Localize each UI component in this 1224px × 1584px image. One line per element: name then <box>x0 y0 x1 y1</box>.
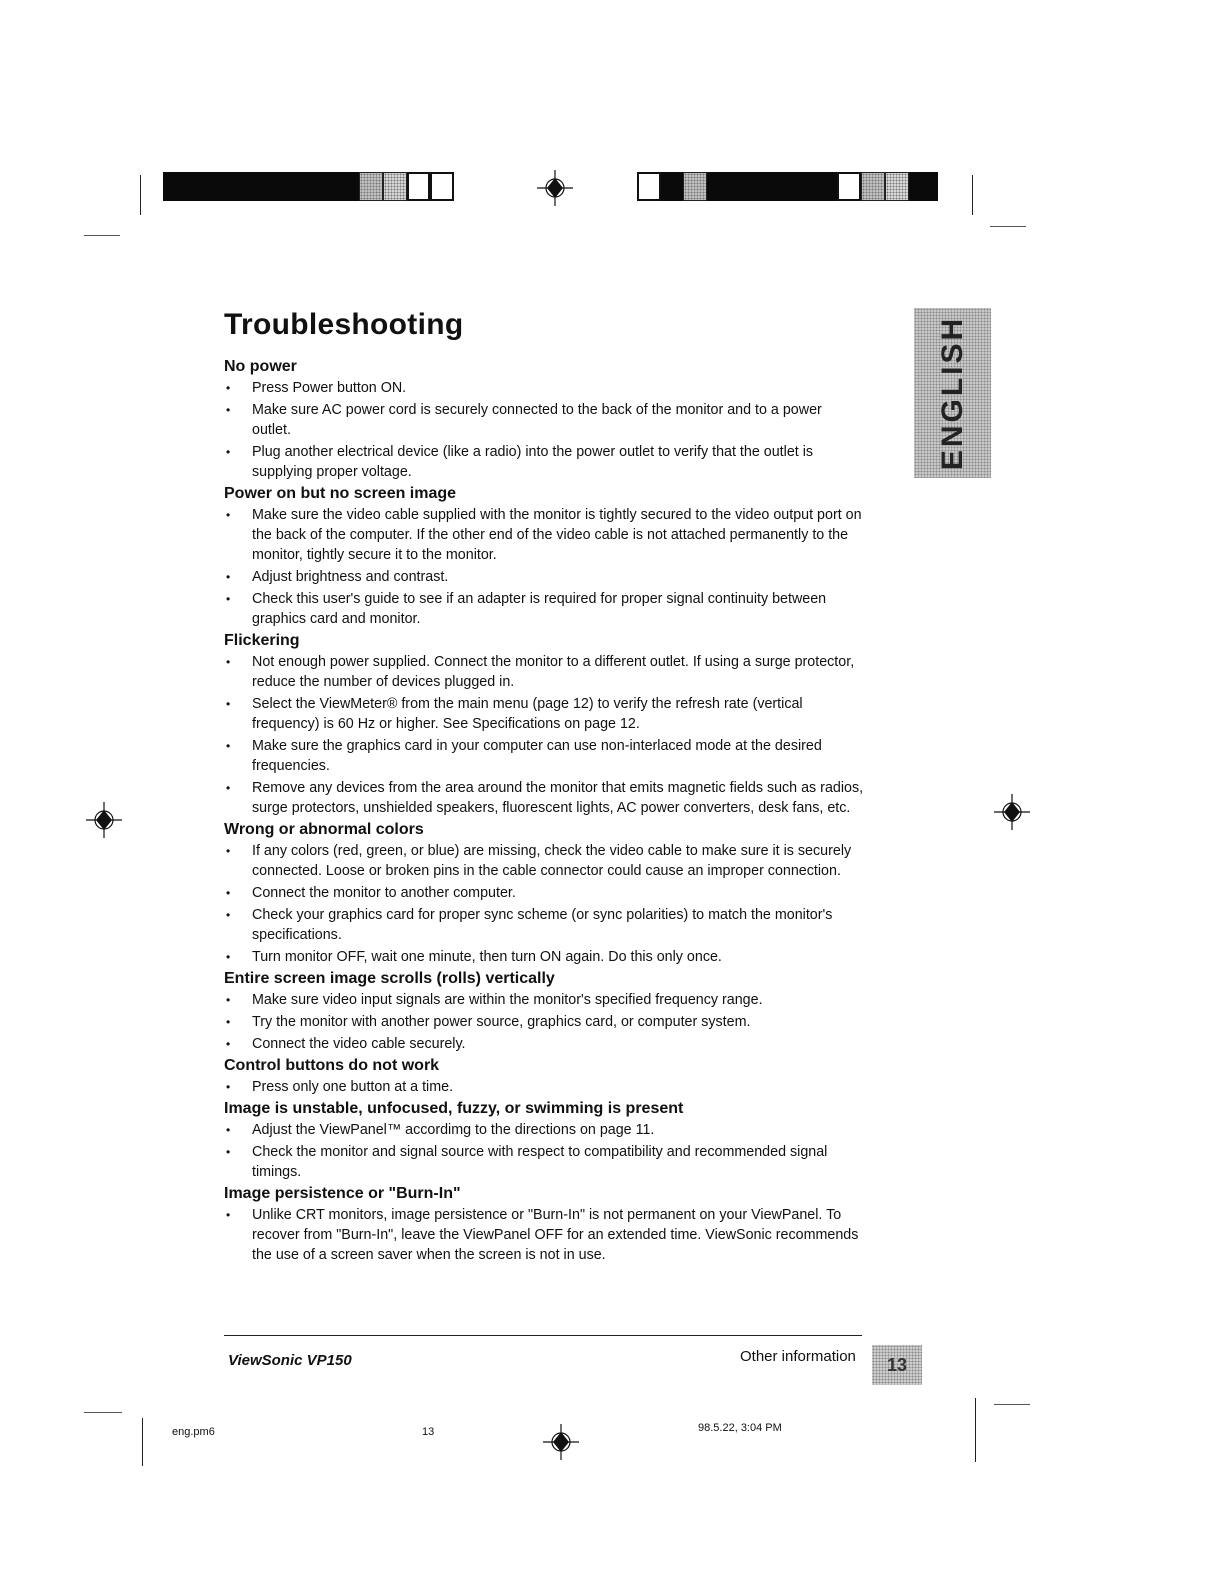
list-item: • Plug another electrical device (like a radio) into the power outlet to verify that the outlet is supplying proper voltage. <box>224 442 864 482</box>
footer-model: ViewSonic VP150 <box>228 1352 352 1369</box>
list-item: • Press Power button ON. <box>224 378 864 398</box>
list-item: • Try the monitor with another power source, graphics card, or computer system. <box>224 1012 864 1032</box>
section <box>224 358 864 482</box>
registration-mark-left-icon <box>84 800 124 840</box>
list-item: • Make sure the video cable supplied with the monitor is tightly secured to the video output port on the back of the computer. If the other end of the video cable is not attached permanently to the monitor, tightly secure it to the monitor. <box>224 505 864 565</box>
language-tab <box>914 308 991 478</box>
list-item: • Turn monitor OFF, wait one minute, then turn ON again. Do this only once. <box>224 947 864 967</box>
crop-mark-top-left <box>140 175 141 215</box>
bullet-list <box>224 378 864 482</box>
crop-mark-left-horizontal <box>84 235 120 236</box>
list-item: • Not enough power supplied. Connect the monitor to a different outlet. If using a surge protector, reduce the number of devices plugged in. <box>224 652 864 692</box>
bullet-list <box>224 990 864 1054</box>
list-item: • Remove any devices from the area around the monitor that emits magnetic fields such as radios, surge protectors, unshielded speakers, fluorescent lights, AC power converters, desk fans, etc. <box>224 778 864 818</box>
page-title: Troubleshooting <box>224 308 464 341</box>
section <box>224 970 864 1054</box>
color-bar-right <box>637 172 938 201</box>
language-tab-label: ENGLISH <box>935 315 969 471</box>
troubleshooting-content <box>224 308 864 1267</box>
list-item: • Adjust brightness and contrast. <box>224 567 864 587</box>
registration-mark-bottom-icon <box>541 1422 581 1462</box>
crop-mark-bottom-left <box>142 1418 143 1466</box>
section-heading: Wrong or abnormal colors <box>224 821 424 838</box>
list-item: • Make sure AC power cord is securely connected to the back of the monitor and to a power outlet. <box>224 400 864 440</box>
list-item: • Unlike CRT monitors, image persistence or "Burn-In" is not permanent on your ViewPanel. To recover from "Burn-In", leave the ViewPanel OFF for an extended time. ViewSonic recommends the use of a screen saver when the screen is not in use. <box>224 1205 864 1265</box>
crop-mark-bottom-right <box>975 1398 976 1462</box>
section <box>224 1100 864 1182</box>
section-heading: Image is unstable, unfocused, fuzzy, or swimming is present <box>224 1100 684 1117</box>
bullet-list <box>224 505 864 629</box>
slug-page: 13 <box>422 1426 435 1438</box>
slug-timestamp: 98.5.22, 3:04 PM <box>698 1422 782 1434</box>
page-number: 13 <box>886 1354 908 1375</box>
section-heading: Control buttons do not work <box>224 1057 440 1074</box>
crop-mark-bottom-left-horizontal <box>84 1412 122 1413</box>
bullet-list <box>224 1205 864 1265</box>
section <box>224 1057 864 1097</box>
list-item: • Connect the monitor to another computer. <box>224 883 864 903</box>
section <box>224 1185 864 1265</box>
list-item: • Select the ViewMeter® from the main menu (page 12) to verify the refresh rate (vertical frequency) is 60 Hz or higher. See Specifications on page 12. <box>224 694 864 734</box>
section <box>224 485 864 629</box>
section <box>224 632 864 818</box>
list-item: • Check the monitor and signal source with respect to compatibility and recommended signal timings. <box>224 1142 864 1182</box>
bullet-list <box>224 1120 864 1182</box>
list-item: • Make sure video input signals are within the monitor's specified frequency range. <box>224 990 864 1010</box>
crop-mark-bottom-right-horizontal <box>994 1404 1030 1405</box>
page-number-tab <box>872 1345 922 1385</box>
crop-mark-right-horizontal <box>990 226 1026 227</box>
section <box>224 821 864 967</box>
section-heading: Image persistence or "Burn-In" <box>224 1185 461 1202</box>
list-item: • Adjust the ViewPanel™ accordimg to the directions on page 11. <box>224 1120 864 1140</box>
crop-mark-top-right <box>972 175 973 215</box>
bullet-list <box>224 841 864 967</box>
bullet-list <box>224 1077 864 1097</box>
list-item: • Connect the video cable securely. <box>224 1034 864 1054</box>
registration-mark-right-icon <box>992 792 1032 832</box>
list-item: • Press only one button at a time. <box>224 1077 864 1097</box>
list-item: • Check your graphics card for proper sync scheme (or sync polarities) to match the monitor's specifications. <box>224 905 864 945</box>
sections-list <box>224 358 864 1265</box>
section-heading: Flickering <box>224 632 300 649</box>
section-heading: No power <box>224 358 297 375</box>
color-bar-left <box>163 172 454 201</box>
bullet-list <box>224 652 864 818</box>
registration-mark-top-icon <box>535 168 575 208</box>
list-item: • If any colors (red, green, or blue) are missing, check the video cable to make sure it is securely connected. Loose or broken pins in the cable connector could cause an improper connection. <box>224 841 864 881</box>
section-heading: Power on but no screen image <box>224 485 457 502</box>
footer-rule <box>224 1335 862 1336</box>
section-heading: Entire screen image scrolls (rolls) vertically <box>224 970 555 987</box>
footer-section-name: Other information <box>740 1348 856 1365</box>
slug-file: eng.pm6 <box>172 1426 215 1438</box>
list-item: • Check this user's guide to see if an adapter is required for proper signal continuity between graphics card and monitor. <box>224 589 864 629</box>
list-item: • Make sure the graphics card in your computer can use non-interlaced mode at the desired frequencies. <box>224 736 864 776</box>
